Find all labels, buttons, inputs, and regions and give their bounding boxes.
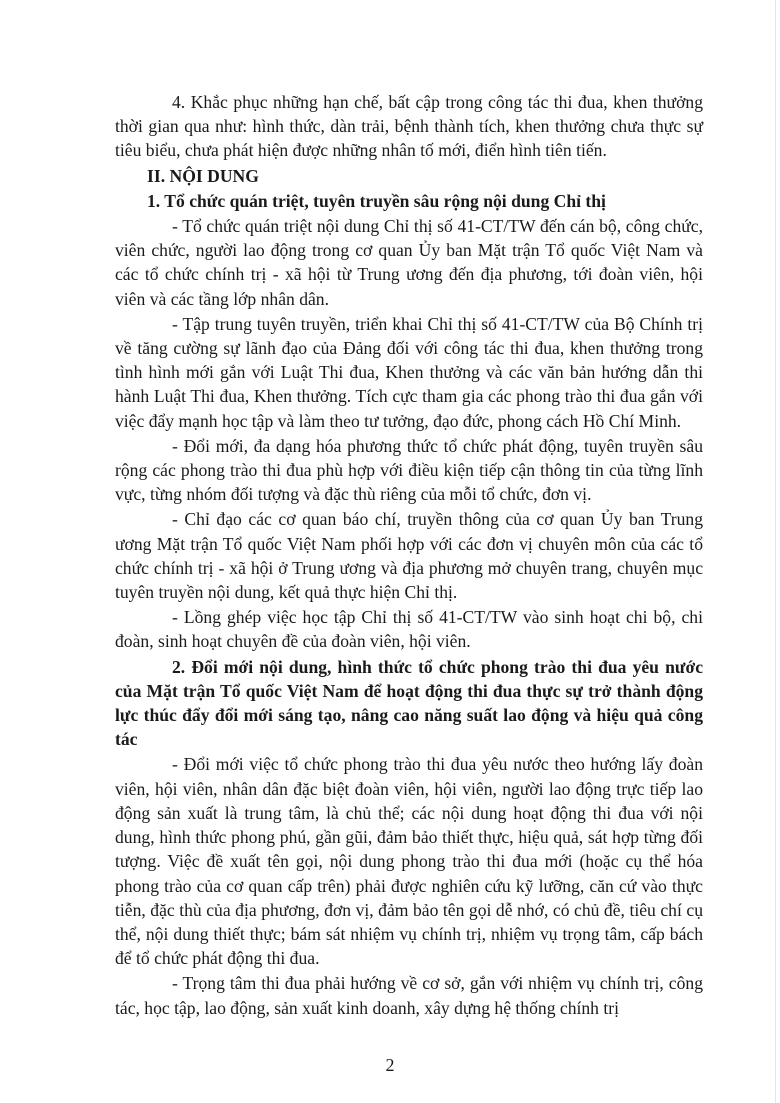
paragraph-long-ghep: - Lồng ghép việc học tập Chỉ thị số 41-CT/TW vào sinh hoạt chi bộ, chi đoàn, sinh hoạt chuyên đề của đoàn viên, hội viên. — [115, 607, 703, 652]
document-page — [115, 90, 703, 1020]
paragraph-trong-tam: - Trọng tâm thi đua phải hướng về cơ sở, gắn với nhiệm vụ chính trị, công tác, học tập, lao động, sản xuất kinh doanh, xây dựng hệ thống chính trị — [115, 973, 703, 1018]
paragraph-doi-moi-to-chuc: - Đổi mới việc tổ chức phong trào thi đua yêu nước theo hướng lấy đoàn viên, hội viên, nhân dân đặc biệt đoàn viên, hội viên, người lao động trực tiếp lao động sản xuất là trung tâm, là chủ thể; các nội dung hoạt động thi đua với nội dung, hình thức phong phú, gần gũi, đảm bảo thiết thực, hiệu quả, sát hợp từng đối tượng. Việc đề xuất tên gọi, nội dung phong trào thi đua mới (hoặc cụ thể hóa phong trào của cơ quan cấp trên) phải được nghiên cứu kỹ lưỡng, căn cứ vào thực tiễn, đặc thù của địa phương, đơn vị, đảm bảo tên gọi dễ nhớ, có chủ đề, tiêu chí cụ thể, nội dung thiết thực; bám sát nhiệm vụ chính trị, nhiệm vụ trọng tâm, cấp bách để tổ chức phát động thi đua. — [115, 754, 703, 969]
paragraph-bao-chi: - Chỉ đạo các cơ quan báo chí, truyền thông của cơ quan Ủy ban Trung ương Mặt trận Tổ quốc Việt Nam phối hợp với các đơn vị chuyên môn của các tổ chức chính trị - xã hội ở Trung ương và địa phương mở chuyên trang, chuyên mục tuyên truyền nội dung, kết quả thực hiện Chỉ thị. — [115, 509, 703, 603]
page-edge — [775, 0, 776, 1103]
subheading-2: 2. Đổi mới nội dung, hình thức tổ chức phong trào thi đua yêu nước của Mặt trận Tổ quốc Việt Nam để hoạt động thi đua thực sự trở thành động lực thúc đẩy đổi mới sáng tạo, nâng cao năng suất lao động và hiệu quả công tác — [115, 656, 703, 750]
paragraph-doi-moi-phuong-thuc: - Đổi mới, đa dạng hóa phương thức tổ chức phát động, tuyên truyền sâu rộng các phong trào thi đua phù hợp với điều kiện tiếp cận thông tin của từng lĩnh vực, từng nhóm đối tượng và đặc thù riêng của mỗi tổ chức, đơn vị. — [115, 435, 703, 505]
paragraph-tuyen-truyen: - Tập trung tuyên truyền, triển khai Chỉ thị số 41-CT/TW của Bộ Chính trị về tăng cường sự lãnh đạo của Đảng đối với công tác thi đua, khen thưởng trong tình hình mới gắn với Luật Thi đua, Khen thưởng và các văn bản hướng dẫn thi hành Luật Thi đua, Khen thưởng. Tích cực tham gia các phong trào thi đua gắn với việc đẩy mạnh học tập và làm theo tư tưởng, đạo đức, phong cách Hồ Chí Minh. — [115, 313, 703, 431]
section-heading-noi-dung: II. NỘI DUNG — [147, 165, 259, 186]
paragraph-item-4: 4. Khắc phục những hạn chế, bất cập trong công tác thi đua, khen thưởng thời gian qua như: hình thức, dàn trải, bệnh thành tích, khen thưởng chưa thực sự tiêu biểu, chưa phát hiện được những nhân tố mới, điển hình tiên tiến. — [115, 92, 703, 161]
subheading-1: 1. Tổ chức quán triệt, tuyên truyền sâu rộng nội dung Chỉ thị — [147, 190, 606, 211]
page-number: 2 — [385, 1055, 395, 1075]
paragraph-quan-triet: - Tổ chức quán triệt nội dung Chỉ thị số 41-CT/TW đến cán bộ, công chức, viên chức, người lao động trong cơ quan Ủy ban Mặt trận Tổ quốc Việt Nam và các tổ chức chính trị - xã hội từ Trung ương đến địa phương, tới đoàn viên, hội viên và các tầng lớp nhân dân. — [115, 216, 703, 309]
